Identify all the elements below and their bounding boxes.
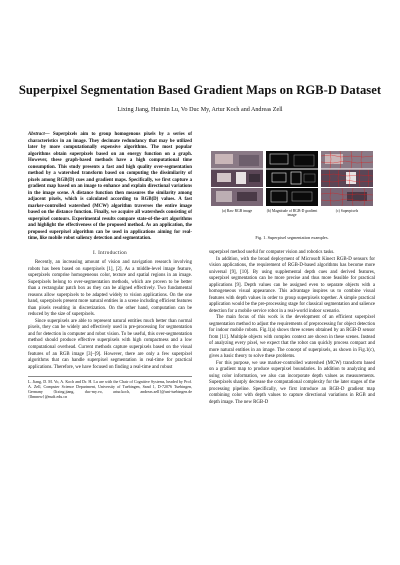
superpixel-image [321,151,373,206]
intro-paragraph-2: Since superpixels are able to represent natural entities much better than normal pixels, they can be widely and effectively used in pre-processing for segmentation and for detection in computer and robot vision. To be useful, this over-segmentation method should produce effective superpixels with high compactness and a low computational overhead. Current methods capture superpixels based on the visual features of an RGB image [3]–[9]. However, there are only a few superpixel algorithms that can handle superpixel segmentation in real-time for practical applications. Therefore, we have focused on finding a real-time and robust [28,318,192,370]
figure-caption: Fig. 1. Superpixel segmentation examples. [255,235,329,240]
right-column [209,250,375,406]
figure-1 [209,151,375,221]
author-list: Lixing Jiang, Huimin Lu, Vo Duc My, Artur Koch and Andreas Zell [117,107,283,113]
subcaption-c: (c) Superpixels [335,209,359,213]
abstract [28,132,192,243]
raw-rgb-image [211,151,263,206]
subcaption-b: (b) Magnitude of RGB-D gradient image [266,209,318,217]
right-paragraph-0: superpixel method useful for computer vision and robotics tasks. [209,250,335,255]
abstract-lead: Abstract [28,132,45,137]
left-column [28,132,192,399]
right-paragraph-3: For this purpose, we use marker-controlled watershed (MCW) transform based on a gradient map to produce superpixel boundaries. In addition to analyzing and using color information, we also can incorporate depth values as measurements. Superpixels sharply decrease the computational complexity for the later stages of the processing pipeline. Specifically, we first introduce an RGB-D gradient map combining color with depth values to capture directional variations in RGB and depth image. The new RGB-D [209,360,375,405]
subcaption-a: (a) Raw RGB image [221,209,253,213]
right-paragraph-1: In addition, with the broad deployment of Microsoft Kinect RGB-D sensors for vision applications, the requirement of RGB-D-based algorithms has become more universal [9], [10]. By using supplemental depth cues and derived features, superpixel segmentation can be more precise and thus more feasible for practical applications [9]. Depth values can be assigned even to separate objects with a homogeneous visual appearance. This advantage inspires us to combine visual features with depth values in order to group superpixels together. A simple practical application would be the pre-processing stage for classical segmentation and salience detection for a mobile service robot in a real-world indoor scenario. [209,256,375,314]
section-heading-introduction: I. Introduction [93,249,127,256]
abstract-text: — Superpixels aim to group homogenous pixels by a series of characteristics in an image. They decimate redundancy that may be utilized later by more computationally expensive algorithms. The most popular algorithms obtain superpixels based on an energy function on a graph. However, these graph-based methods have a high computational time consumption. This study presents a fast and high quality over-segmentation method by a watershed transform based on computing the dissimilarity of pixels among RGB(D) cues and gradient maps. Specifically, we first capture a gradient map based on an image to enhance and explain directional variations in the image scene. A distance function then measures the similarity among adjacent pixels, which is calculated according to RGB(D) values. A fast marker-controlled watershed (MCW) algorithm traverses the entire image based on the distance function. Finally, we acquire all watersheds consisting of superpixel contours. Experimental results compare state-of-the-art algorithms and highlight the effectiveness of the proposed method. As an application, the proposed superpixel algorithm can be used in applications aiming for real-time, like mobile robot saliency detection and segmentation. [28,132,192,242]
intro-paragraph-1: Recently, an increasing amount of vision and navigation research involving robots has been based on superpixels [1], [2]. As a middle-level image feature, superpixels comprise homogeneous color, texture and spatial regions in an image. Superpixels belong to over-segmentation methods, which are proven to be better than a rectangular patch box as they can be aligned effectively. Two fundamental reasons allow superpixels to be adapted widely to vision applications. On the one hand, superpixels present more natural entities in a scene including efficient features than pixels resulting in discretization. On the other hand, computation can be reduced by the size of superpixels. [28,260,192,318]
author-footnote: L. Jiang, D. M. Vo, A. Koch and Dr. H. Lu are with the Chair of Cognitive Systems, headed by Prof. A. Zell, Computer Science Department, University of Tuebingen, Sand 1, D-72076 Tuebingen, Germany {lixing.jiang, duc-my.vo, artur.koch, andreas.zell}@uni-tuebingen.de {lhmnew}@nudt.edu.cn [28,376,192,399]
gradient-image [266,151,318,206]
right-paragraph-2: The main focus of this work is the development of an efficient superpixel segmentation method to adjust the requirements of preprocessing for object detection for indoor mobile robots. Fig.1(a) shows three scenes obtained by an RGB-D sensor from [11]. Multiple objects with complex context are shown in these scenes. Instead of analyzing every pixel, we expect that the robot can quickly process compact and more natural entities in an image. The concept of superpixels, as shown in Fig.1(c), gives a basic theory to solve these problems. [209,315,375,360]
paper-title: Superpixel Segmentation Based Gradient Maps on RGB-D Dataset [18,83,382,97]
